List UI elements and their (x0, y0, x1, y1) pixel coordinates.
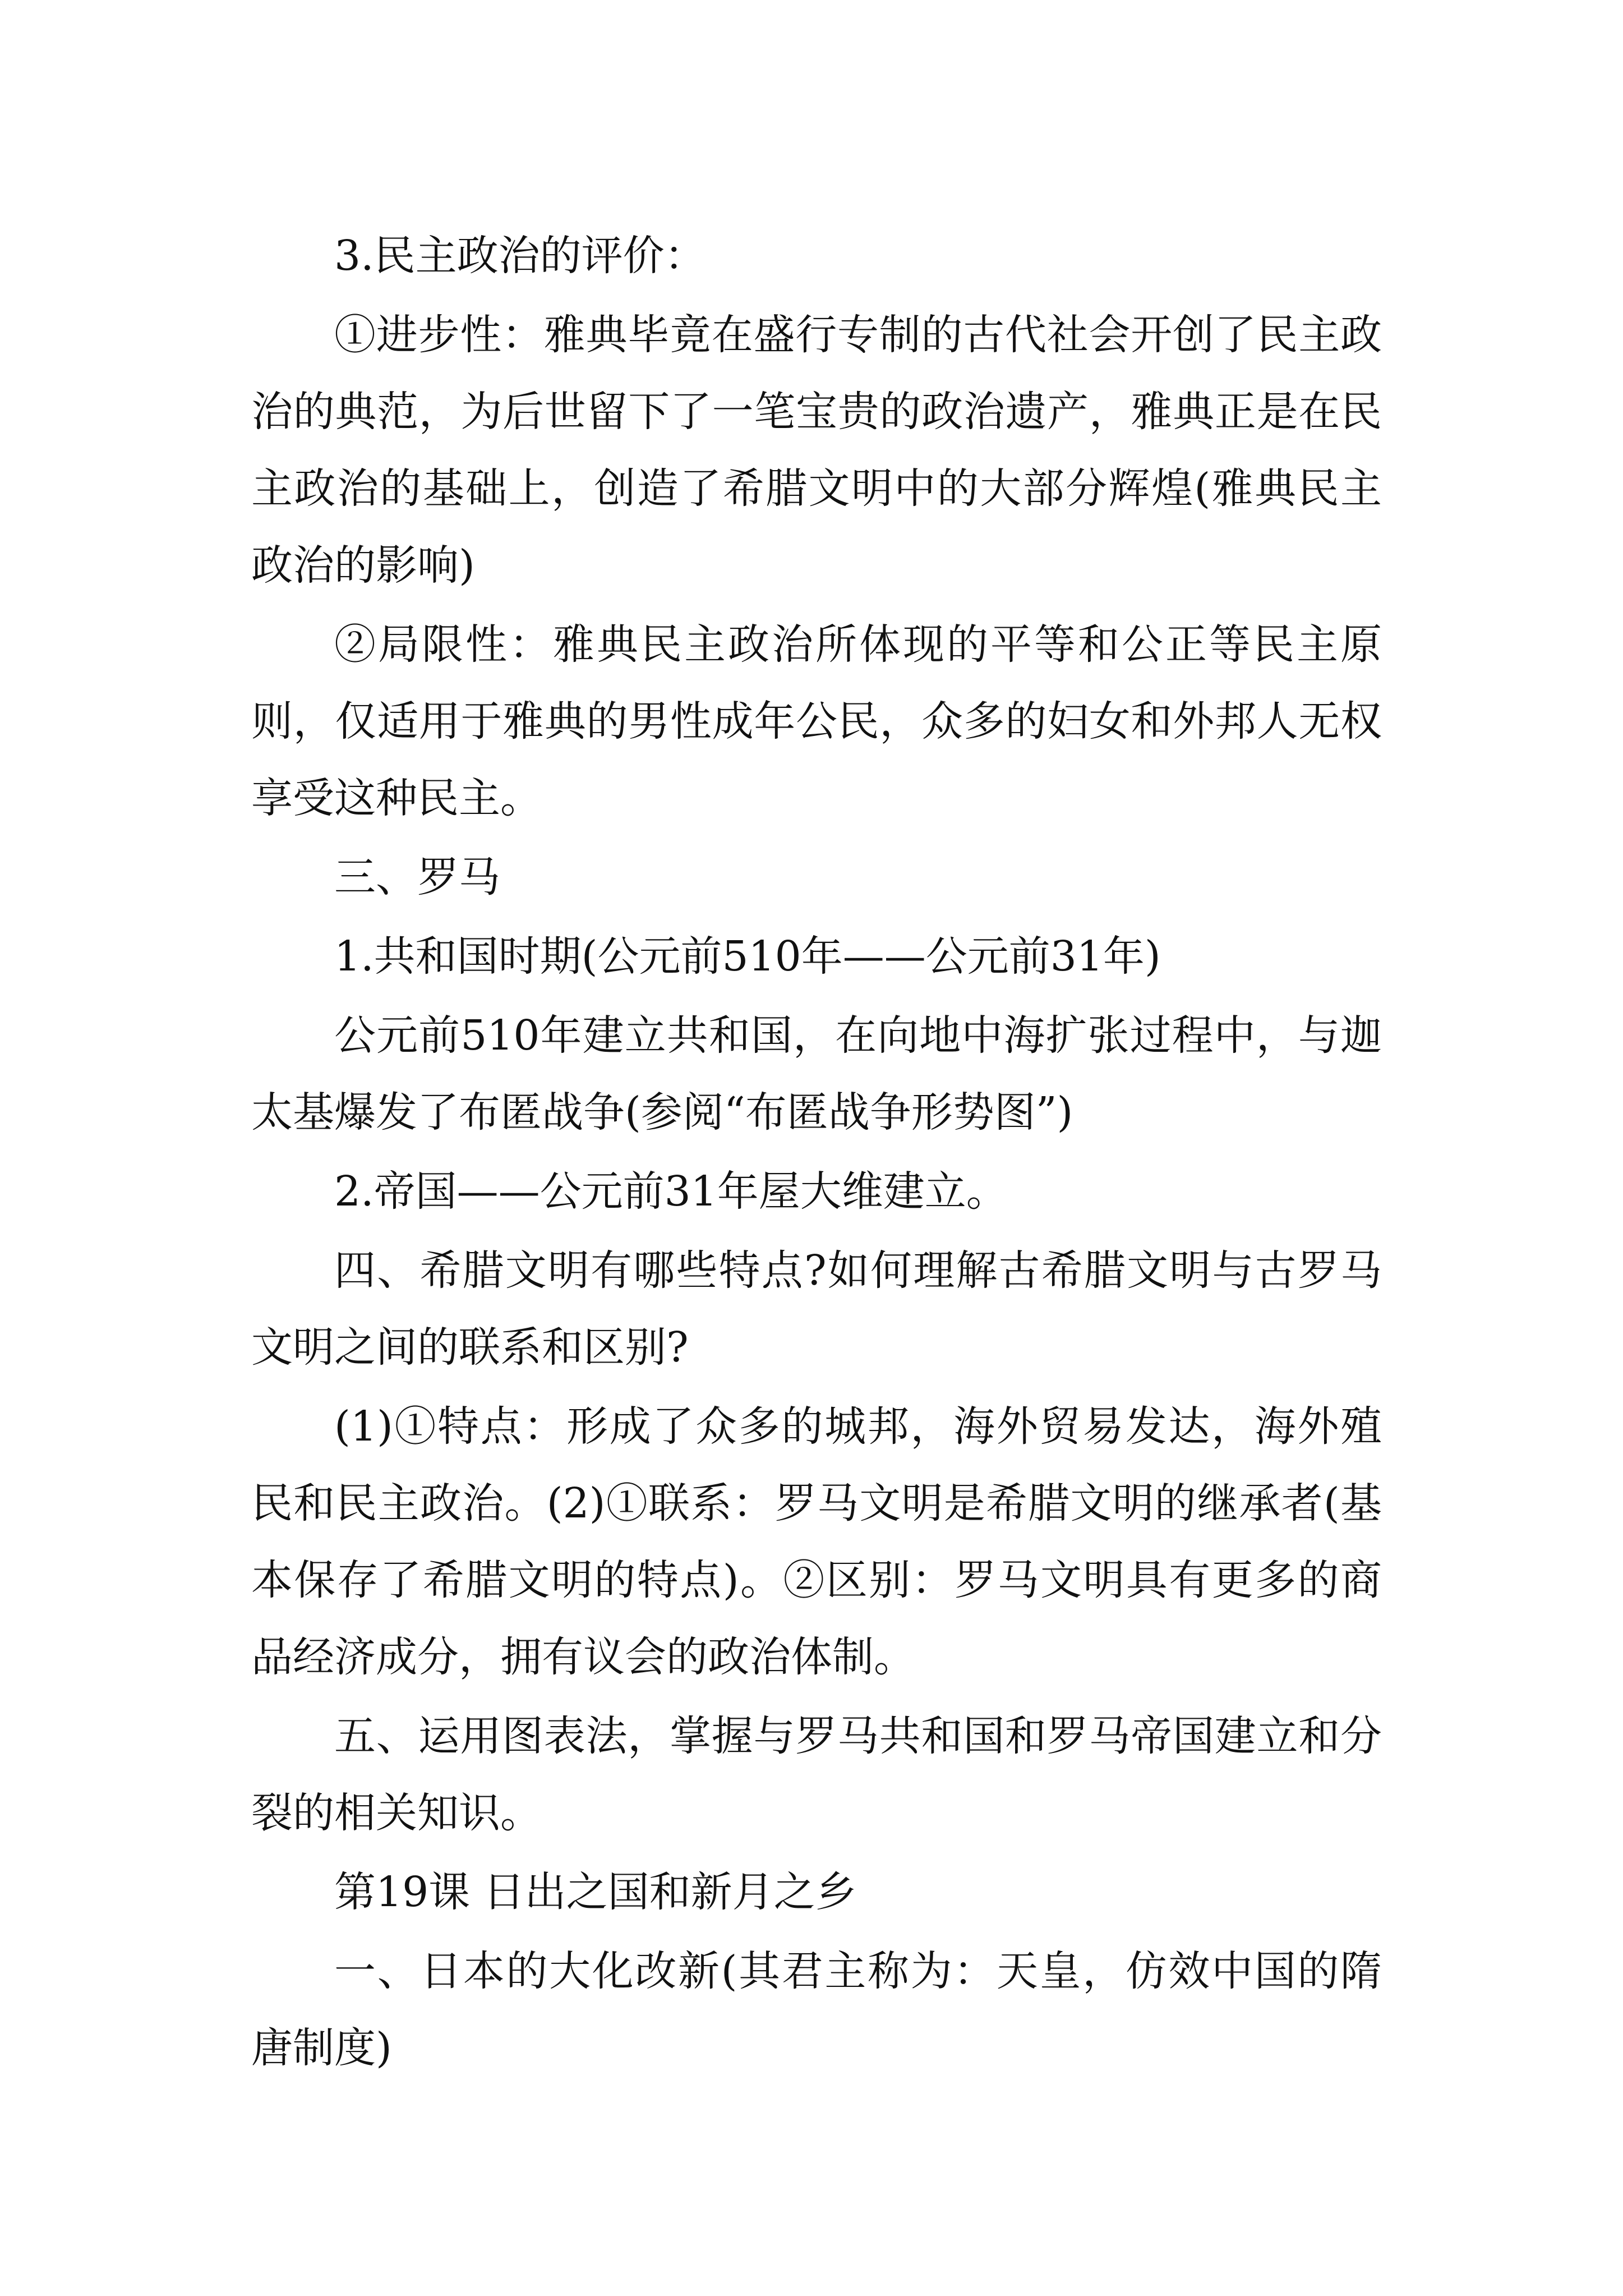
paragraph-republic-period: 1.共和国时期(公元前510年——公元前31年) (334, 932, 1161, 981)
paragraph-democracy-evaluation-heading: 3.民主政治的评价： (334, 232, 706, 280)
paragraph-features-and-differences: (1)①特点：形成了众多的城邦，海外贸易发达，海外殖民和民主政治。(2)①联系：罗马文明是希腊文明的继承者(基本保存了希腊文明的特点)。②区别：罗马文明具有更多的商品经济成分，拥有议会的政治体制。 (251, 1402, 1382, 1681)
paragraph-progressiveness: ①进步性：雅典毕竟在盛行专制的古代社会开创了民主政治的典范，为后世留下了一笔宝贵的政治遗产，雅典正是在民主政治的基础上，创造了希腊文明中的大部分辉煌(雅典民主政治的影响) (251, 311, 1382, 590)
section-heading-greek-features: 四、希腊文明有哪些特点?如何理解古希腊文明与古罗马文明之间的联系和区别? (251, 1246, 1382, 1372)
document-page (251, 218, 1382, 2089)
section-heading-taika-reform: 一、日本的大化改新(其君主称为：天皇，仿效中国的隋唐制度) (251, 1947, 1382, 2072)
lesson-title: 第19课 日出之国和新月之乡 (334, 1868, 857, 1916)
section-heading-chart-method: 五、运用图表法，掌握与罗马共和国和罗马帝国建立和分裂的相关知识。 (251, 1712, 1382, 1837)
paragraph-limitations: ②局限性：雅典民主政治所体现的平等和公正等民主原则，仅适用于雅典的男性成年公民，众多的妇女和外邦人无权享受这种民主。 (251, 620, 1382, 822)
paragraph-punic-wars: 公元前510年建立共和国，在向地中海扩张过程中，与迦太基爆发了布匿战争(参阅“布匿战争形势图”) (251, 1011, 1382, 1137)
paragraph-empire: 2.帝国——公元前31年屋大维建立。 (334, 1167, 1008, 1216)
section-heading-rome: 三、罗马 (334, 853, 500, 901)
